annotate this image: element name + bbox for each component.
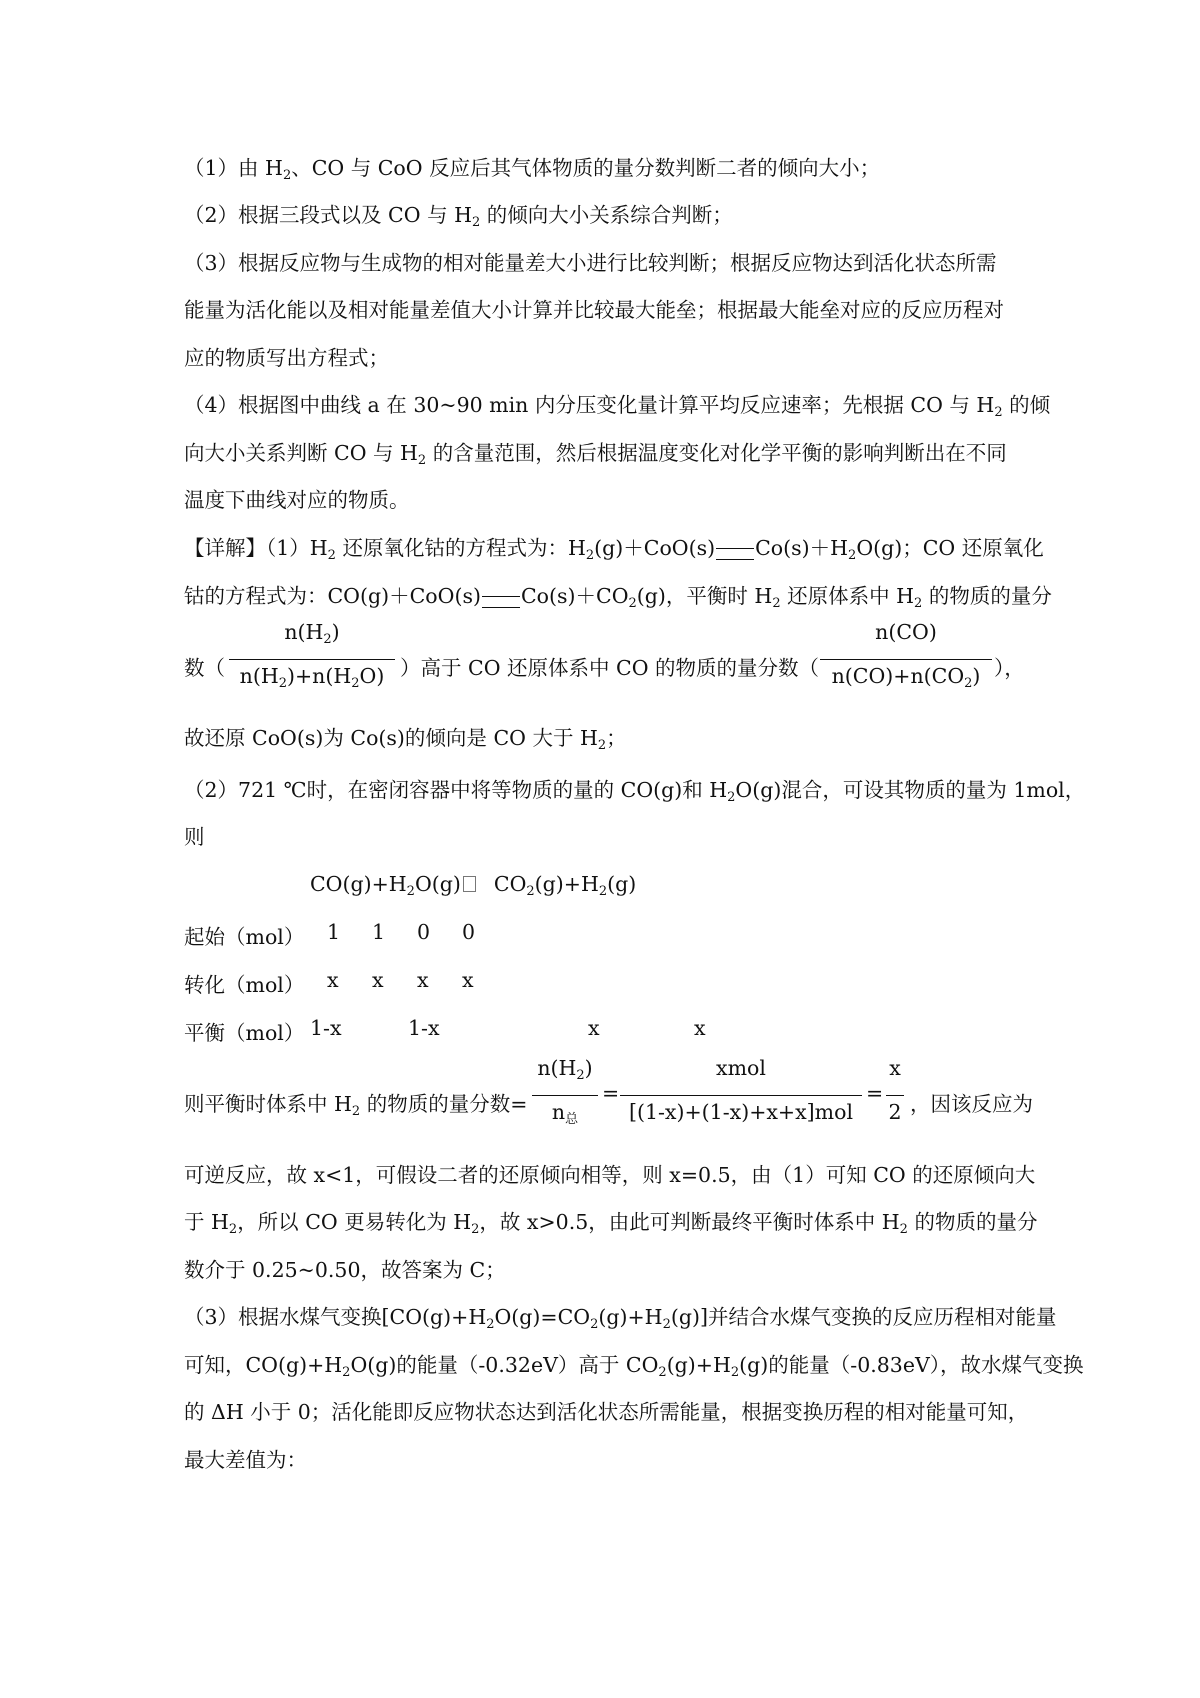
line-6: （4）根据图中曲线 a 在 30~90 min 内分压变化量计算平均反应速率；先根据 CO 与 $H_2$ 的倾: [184, 393, 1051, 420]
eq2-right: $Co(s)+CO_2(g)$，平衡时 $H_2$ 还原体系中 $H_2$ 的物质的量分: [520, 584, 1052, 611]
row-start-label: 起始（mol）: [184, 925, 305, 949]
fraction-co: [820, 620, 992, 698]
line-8: 温度下曲线对应的物质。: [184, 488, 410, 512]
row-change-value: x: [417, 968, 429, 992]
fraction-numerator: n(CO): [875, 620, 937, 644]
fraction-numerator: xmol: [716, 1056, 766, 1080]
row-equilibrium-value: 1-x: [408, 1016, 440, 1040]
fraction-numerator: $n(H_2)$: [284, 620, 340, 647]
fraction-x-half: [886, 1056, 904, 1134]
line-11-middle: ）高于 CO 还原体系中 CO 的物质的量分数（: [400, 656, 820, 680]
missing-glyph-icon: [463, 876, 476, 892]
eq2-left: 钴的方程式为：CO(g)＋CoO(s): [184, 584, 481, 608]
row-equilibrium-value: 1-x: [310, 1016, 342, 1040]
equals-sign: =: [866, 1081, 884, 1105]
fraction-bar: [886, 1095, 904, 1096]
row-start-value: 0: [417, 920, 431, 944]
line-11-end: ），: [994, 656, 1025, 680]
fraction-bar: [532, 1095, 598, 1096]
eq1-right: $Co(s)+H_2O(g)$；CO 还原氧化: [755, 536, 1044, 563]
reaction-equation: [310, 872, 637, 899]
equilibrium-sign: [716, 548, 754, 560]
fraction-bar: [620, 1095, 862, 1096]
line-4: 能量为活化能以及相对能量差值大小计算并比较最大能垒；根据最大能垒对应的反应历程对: [184, 298, 1004, 322]
line-3: （3）根据反应物与生成物的相对能量差大小进行比较判断；根据反应物达到活化状态所需: [184, 251, 997, 275]
line-23: 最大差值为：: [184, 1448, 307, 1472]
line-18: 于 $H_2$，所以 CO 更易转化为 $H_2$，故 x>0.5，由此可判断最终平衡时体系中 $H_2$ 的物质的量分: [184, 1210, 1038, 1237]
line-9: [184, 525, 1044, 571]
fraction-bar: [229, 659, 395, 660]
equals-sign: =: [602, 1081, 620, 1105]
line-1: （1）由 $H_2$、CO 与 CoO 反应后其气体物质的量分数判断二者的倾向大小；: [184, 156, 881, 183]
row-change-value: x: [372, 968, 384, 992]
row-equilibrium-value: x: [694, 1016, 706, 1040]
fraction-denominator: [(1-x)+(1-x)+x+x]mol: [628, 1100, 854, 1124]
line-10: [184, 573, 1052, 619]
line-16-start: 则平衡时体系中 $H_2$ 的物质的量分数=: [184, 1092, 528, 1119]
line-20: （3）根据水煤气变换$[CO(g)+H_2O(g)=CO_2(g)+H_2(g)]$并结合水煤气变换的反应历程相对能量: [184, 1305, 1057, 1332]
row-equilibrium-label: 平衡（mol）: [184, 1021, 305, 1045]
line-11-start: 数（: [184, 656, 225, 680]
row-start-value: 1: [327, 920, 341, 944]
fraction-bar: [820, 659, 992, 660]
reaction-left: $CO(g)+H_2O(g)$: [310, 872, 461, 899]
row-equilibrium-value: x: [588, 1016, 600, 1040]
fraction-xmol: [620, 1056, 862, 1134]
fraction-denominator: $n(CO)+n(CO_2)$: [831, 664, 981, 691]
row-change-value: x: [327, 968, 339, 992]
line-19: 数介于 0.25~0.50，故答案为 C；: [184, 1258, 506, 1282]
reaction-right: $CO_2(g)+H_2(g)$: [493, 872, 637, 899]
row-change-value: x: [462, 968, 474, 992]
line-7: 向大小关系判断 CO 与 $H_2$ 的含量范围，然后根据温度变化对化学平衡的影响判断出在不同: [184, 441, 1007, 468]
fraction-numerator: $n(H_2)$: [537, 1056, 593, 1083]
line-5: 应的物质写出方程式；: [184, 346, 389, 370]
fraction-numerator: x: [889, 1056, 901, 1080]
line-16-end: ，因该反应为: [910, 1092, 1033, 1116]
fraction-h2-total: [532, 1056, 598, 1134]
eq1-left: 【详解】$(1)H_2$ 还原氧化钴的方程式为：$H_2(g)+CoO(s)$: [184, 536, 716, 563]
line-2: （2）根据三段式以及 CO 与 $H_2$ 的倾向大小关系综合判断；: [184, 203, 733, 230]
line-12: 故还原 CoO(s)为 Co(s)的倾向是 CO 大于 $H_2$；: [184, 726, 627, 753]
line-13: （2）721 ℃时，在密闭容器中将等物质的量的 CO(g)和 $H_2O(g)$混合，可设其物质的量为 1mol，: [184, 778, 1086, 805]
fraction-denominator: 2: [888, 1100, 902, 1124]
line-22: 的 ΔH 小于 0；活化能即反应物状态达到活化状态所需能量，根据变换历程的相对能量可知，: [184, 1400, 1029, 1424]
row-change-label: 转化（mol）: [184, 973, 305, 997]
row-start-value: 0: [462, 920, 476, 944]
equilibrium-sign: [482, 596, 520, 608]
line-17: 可逆反应，故 x<1，可假设二者的还原倾向相等，则 x=0.5，由（1）可知 CO 的还原倾向大: [184, 1163, 1036, 1187]
fraction-denominator: $n_总$: [551, 1100, 579, 1127]
fraction-denominator: $n(H_2)+n(H_2O)$: [239, 664, 385, 691]
line-21: 可知，$CO(g)+H_2O(g)$的能量（-0.32eV）高于 $CO_2(g)+H_2(g)$的能量（-0.83eV），故水煤气变换: [184, 1353, 1084, 1380]
row-start-value: 1: [372, 920, 386, 944]
line-14: 则: [184, 825, 205, 849]
fraction-h2: [229, 620, 395, 698]
